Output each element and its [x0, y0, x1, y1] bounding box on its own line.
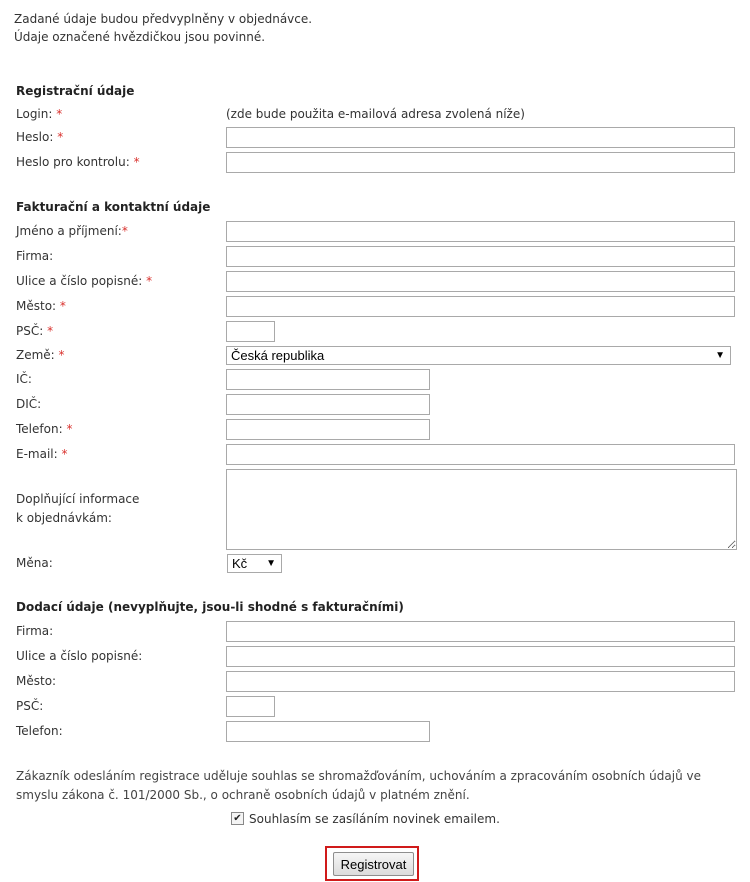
phone-label: Telefon: * [16, 422, 73, 436]
intro-line-1: Zadané údaje budou předvyplněny v objednávce. [14, 12, 313, 26]
consent-text: Zákazník odesláním registrace uděluje souhlas se shromažďováním, uchováním a zpracováním osobních údajů ve smyslu zákona č. 101/2000 Sb., o ochraně osobních údajů v platném znění. [16, 769, 701, 802]
company-input[interactable] [226, 246, 735, 267]
phone-input[interactable] [226, 419, 430, 440]
intro-line-2: Údaje označené hvězdičkou jsou povinné. [14, 30, 266, 44]
notes-textarea[interactable] [226, 469, 737, 550]
register-button[interactable]: Registrovat [333, 852, 414, 876]
delivery-phone-label: Telefon: [16, 724, 63, 738]
delivery-city-input[interactable] [226, 671, 735, 692]
name-label: Jméno a příjmení:* [16, 224, 128, 238]
delivery-company-label: Firma: [16, 624, 54, 638]
login-label: Login: * [16, 107, 63, 121]
name-input[interactable] [226, 221, 735, 242]
chevron-down-icon: ▼ [266, 558, 276, 569]
required-mark: * [56, 107, 63, 121]
delivery-section-title: Dodací údaje (nevyplňujte, jsou-li shodné s fakturačními) [16, 600, 404, 614]
street-label: Ulice a číslo popisné: * [16, 274, 153, 288]
delivery-city-label: Město: [16, 674, 57, 688]
email-input[interactable] [226, 444, 735, 465]
delivery-company-input[interactable] [226, 621, 735, 642]
notes-label: Doplňující informace k objednávkám: [16, 492, 140, 525]
chevron-down-icon: ▼ [715, 350, 725, 361]
ic-input[interactable] [226, 369, 430, 390]
zip-input[interactable] [226, 321, 275, 342]
password-label: Heslo: * [16, 130, 64, 144]
registration-section-title: Registrační údaje [16, 84, 135, 98]
country-select-value: Česká republika [231, 348, 325, 363]
dic-input[interactable] [226, 394, 430, 415]
password-input[interactable] [226, 127, 735, 148]
checkmark-icon: ✔ [233, 813, 242, 824]
delivery-phone-input[interactable] [226, 721, 430, 742]
password-check-label: Heslo pro kontrolu: * [16, 155, 140, 169]
country-label: Země: * [16, 348, 65, 362]
newsletter-label[interactable]: Souhlasím se zasíláním novinek emailem. [249, 812, 500, 826]
intro-text [14, 10, 312, 46]
city-input[interactable] [226, 296, 735, 317]
newsletter-checkbox[interactable] [231, 812, 244, 825]
email-label: E-mail: * [16, 447, 68, 461]
delivery-zip-label: PSČ: [16, 699, 44, 713]
street-input[interactable] [226, 271, 735, 292]
ic-label: IČ: [16, 372, 32, 386]
city-label: Město: * [16, 299, 66, 313]
zip-label: PSČ: * [16, 324, 54, 338]
delivery-street-label: Ulice a číslo popisné: [16, 649, 143, 663]
currency-label: Měna: [16, 556, 53, 570]
dic-label: DIČ: [16, 397, 42, 411]
billing-section-title: Fakturační a kontaktní údaje [16, 200, 211, 214]
password-check-input[interactable] [226, 152, 735, 173]
login-hint: (zde bude použita e-mailová adresa zvolená níže) [226, 107, 525, 121]
country-select[interactable] [226, 346, 731, 365]
currency-select-value: Kč [232, 556, 248, 571]
delivery-street-input[interactable] [226, 646, 735, 667]
delivery-zip-input[interactable] [226, 696, 275, 717]
currency-select[interactable] [227, 554, 282, 573]
company-label: Firma: [16, 249, 54, 263]
